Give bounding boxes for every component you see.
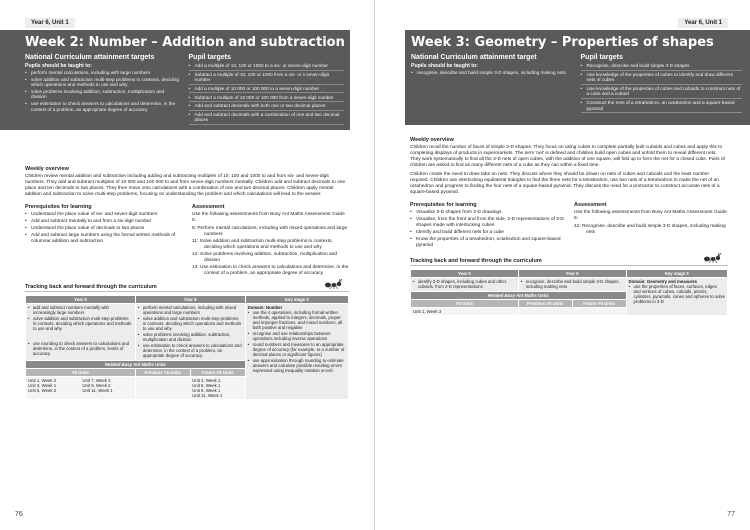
- nc-item: • recognise, describe and build simple 3-D shapes, including making nets: [411, 70, 573, 76]
- assessment: [574, 202, 728, 250]
- y5-units-cell: [411, 308, 519, 316]
- tracking-table: [410, 269, 728, 316]
- overview-title: Weekly overview: [25, 166, 69, 172]
- prereq-item: • Add and subtract large numbers using the formal written methods of columnar addition and subtraction: [25, 233, 182, 245]
- nc-item: • solve addition and subtraction multi-step problems in contexts, deciding which operations and methods to use and why: [25, 77, 181, 88]
- assess-item: 42: Recognise, describe and build simple 3-D shapes, including making nets: [574, 224, 726, 235]
- assess-item: 13: Use estimation to check answers to calculations and determine, in the context of a problem, an appropriate degree of accuracy: [192, 265, 349, 276]
- nc-targets: [25, 54, 181, 126]
- pupil-item: • Add a multiple of 10, 100 or 1000 to a six- or seven-digit number: [189, 63, 345, 71]
- nc-targets: [411, 54, 573, 114]
- overview-text: Children create the need to draw tabs on nets. They discuss where they should be drawn on nets of cubes and cuboids and the least number required. Children use interlocking equilateral triangles to find the three nets for a tetrahedron, use two nets of a tetrahedron to make the net of an octahedron and progress to finding the four nets of a square-based pyramid. They discuss the need for a protractor to construct accurate nets of a square-based pyramid.: [410, 172, 720, 195]
- unit-tab: Year 6, Unit 1: [25, 18, 75, 28]
- prereq-item: • Add and subtract mentally to and from a six-digit number: [25, 219, 182, 225]
- unit-ref: Unit 9, Week 1: [192, 388, 221, 393]
- units-header: Y5 Units: [26, 369, 136, 377]
- unit-ref: Unit 5, Week 1: [192, 383, 221, 388]
- ks3-domain: Domain: Number: [247, 305, 283, 310]
- track-item: • use rounding to check answers to calculations and determine, in the context of a problem, levels of accuracy: [28, 341, 133, 356]
- prereq-item: • Visualise 3-D shapes from 2-D drawings: [410, 210, 564, 216]
- unit-ref: Unit 11, Week 1: [82, 388, 113, 393]
- track-item: • add and subtract numbers mentally with increasingly large numbers: [28, 305, 133, 315]
- assess-title: Assessment: [574, 202, 607, 208]
- nc-item: • perform mental calculations, including with large numbers: [25, 70, 181, 76]
- track-header: Year 6: [518, 270, 626, 278]
- track-item: • use estimation to check answers to calculations and determine, in the context of a problem, an appropriate degree of accuracy: [138, 343, 243, 358]
- track-header: Key stage 3: [626, 270, 727, 278]
- unit-ref: Unit 1, Week 3: [413, 309, 442, 314]
- units-header: Future Y6 Units: [190, 369, 244, 376]
- assess-intro: Use the following assessments from Busy Ant Maths Assessment Guide 6:: [574, 210, 727, 221]
- page-number: 76: [15, 511, 23, 518]
- pupil-heading: Pupil targets: [580, 54, 623, 61]
- units-header-pair: [135, 369, 245, 377]
- nc-heading: National Curriculum attainment targets: [25, 54, 155, 61]
- overview-text: Children review mental addition and subtraction including adding and subtracting multiples of 10, 100 and 1000 to and from six- and seven-digit numbers. They add and subtract multiples of 10 000 and 100 000 to and from seven-digit numbers mentally. Children add and subtract decimals to one place and ten decimals to two places. They then move onto calculations with a combination of one and two decimal places. Children apply mental addition and subtraction to solve multi-step problems, focusing on understanding the problem and which calculations will lead to the answer.: [25, 174, 346, 197]
- unit-ref: Unit 11, Week 1: [192, 393, 223, 398]
- prereq-item: • Understand the place value of decimals to two places: [25, 226, 182, 232]
- nc-sub: Pupils should be taught to:: [411, 63, 478, 69]
- page-title: Week 2: Number – Addition and subtraction: [25, 35, 345, 50]
- pupil-heading: Pupil targets: [188, 54, 231, 61]
- track-item: • recognise, describe and build simple 3-D shapes, including making nets: [521, 279, 624, 289]
- track-header: Key stage 3: [245, 296, 348, 304]
- assessment: [192, 204, 349, 278]
- assess-intro: Use the following assessments from Busy Ant Maths Assessment Guide 6:: [192, 212, 345, 223]
- unit-ref: Unit 7, Week 2: [82, 378, 111, 383]
- track-item: • round numbers and measures to an appropriate degree of accuracy (for example, to a number of decimal places or significant figures): [248, 342, 346, 357]
- units-header: Previous Y6 Units: [519, 300, 572, 307]
- overview-text: Children recall the number of faces of simple 3-D shapes. They focus on using cubes to complete partially built cuboids and cubes and apply this to completing displays of products in supermarkets. The term 'net' is defined and children build open cubes and unfold them to reveal different nets. They work systematically to find all the 3-D nets of open cubes, with the addition of one square, will fold up to form the net for a closed cube. Pairs of children are asked to find as many different nets of a cube as they can within a fixed time.: [410, 145, 725, 168]
- ks3-cell: [245, 304, 348, 400]
- unit-tab: Year 6, Unit 1: [678, 18, 728, 28]
- pupil-item: • Recognise, describe and build simple 3-D shapes: [581, 63, 743, 71]
- nc-item: • use estimation to check answers to calculations and determine, in the context of a problem, an appropriate degree of accuracy: [25, 101, 181, 112]
- year5-cell: [411, 278, 519, 292]
- prereq-item: • Know the properties of a tetrahedron, octahedron and square-based pyramid: [410, 237, 564, 249]
- unit-ref: Unit 5, Week 2: [28, 388, 57, 393]
- prereq-title: Prerequisites for learning: [25, 204, 92, 210]
- tracking-table: [25, 295, 349, 400]
- nc-heading: National Curriculum attainment target: [411, 54, 537, 61]
- ks3-cell: [626, 278, 727, 316]
- pupil-item: • Add a multiple of 10 000 or 100 000 to a seven-digit number: [189, 86, 345, 94]
- ant-icon: [323, 276, 345, 286]
- pupil-targets: [189, 54, 345, 126]
- track-title: Tracking back and forward through the curriculum: [410, 258, 728, 266]
- y5-units-col: [26, 377, 80, 394]
- y5-units-col: [80, 377, 134, 394]
- right-content: [410, 137, 728, 316]
- y6-units-cell: [518, 308, 626, 316]
- tracking-section: [25, 284, 349, 400]
- pupil-item: • Subtract a multiple of 10 000 or 100 000 from a seven-digit number: [189, 95, 345, 103]
- track-item: • identify 3-D shapes, including cubes and other cuboids, from 2-D representations: [413, 279, 516, 289]
- track-header: Year 6: [135, 296, 245, 304]
- page-title: Week 3: Geometry – Properties of shapes: [411, 35, 714, 50]
- track-item: • solve addition and subtraction multi-step problems in contexts, deciding which operations and methods to use and why: [28, 316, 133, 331]
- nc-item: • solve problems involving addition, subtraction, multiplication and division: [25, 89, 181, 100]
- units-header: Future Y6 Units: [572, 300, 625, 307]
- assess-item: 12: Solve problems involving addition, subtraction, multiplication and division: [192, 252, 338, 263]
- track-header: Year 5: [26, 296, 136, 304]
- track-item: • solve addition and subtraction multi-step problems in contexts, deciding which operations and methods to use and why: [138, 316, 243, 331]
- track-header: Year 5: [411, 270, 519, 278]
- year6-cell: [135, 304, 245, 361]
- prereq-title: Prerequisites for learning: [410, 202, 477, 208]
- prereq-item: • Visualise, from the front and from the side, 2-D representations of 3-D shapes made with interlocking cubes: [410, 217, 564, 229]
- year5-cell: [26, 304, 136, 361]
- prerequisites: [410, 202, 564, 250]
- page-number: 77: [727, 511, 735, 518]
- units-header: Previous Y6 Units: [136, 369, 190, 376]
- header-banner: [0, 30, 350, 130]
- track-item: • use the 4 operations, including formal written methods, applied to integers, decimals, proper and improper fractions, and mixed numbers, all both positive and negative: [248, 310, 346, 330]
- previous-units-col: [136, 377, 190, 399]
- track-title: Tracking back and forward through the curriculum: [25, 284, 349, 292]
- pupil-item: • Subtract a multiple of 10, 100 or 1000 from a six- or s seven-digit number: [189, 72, 345, 85]
- prereq-item: • Understand the place value of six- and seven-digit numbers: [25, 212, 182, 218]
- track-item: • solve problems involving addition, subtraction, multiplication and division: [138, 332, 243, 342]
- pupil-item: • Add and subtract decimals with both one or two decimal places: [189, 103, 345, 111]
- assess-item: 8: Perform mental calculations, including with mixed operations and large numbers: [192, 226, 348, 237]
- header-banner: [405, 30, 750, 125]
- y6-units-cell: [135, 377, 245, 400]
- assess-title: Assessment: [192, 204, 225, 210]
- track-item: • perform mental calculations, including with mixed operations and large numbers: [138, 305, 243, 315]
- tracking-section: [410, 258, 728, 316]
- unit-ref: Unit 9, Week 2: [82, 383, 111, 388]
- track-item: • use the properties of faces, surfaces, edges and vertices of cubes, cuboids, prisms, cylinders, pyramids, cones and spheres to solve problems in 3-D: [629, 284, 725, 304]
- track-item: • recognise and use relationships between operations including inverse operations: [248, 331, 346, 341]
- year6-cell: [518, 278, 626, 292]
- track-item: • use approximation through rounding to estimate answers and calculate possible resulting errors expressed using inequality notation a<x≤b: [248, 358, 346, 373]
- unit-ref: Unit 3, Week 1: [28, 383, 57, 388]
- pupil-item: • Add and subtract decimals with a combination of one and two decimal places: [189, 112, 345, 125]
- overview-title: Weekly overview: [410, 137, 454, 143]
- prerequisites: [25, 204, 182, 278]
- ant-icon: [702, 250, 724, 260]
- related-units-label: Related Busy Ant Maths Units: [411, 292, 627, 300]
- y5-units-cell: [26, 377, 136, 400]
- units-header-pair: [518, 300, 626, 308]
- units-header: Y5 Units: [411, 300, 519, 308]
- ks3-domain: Domain: Geometry and measures: [628, 279, 698, 284]
- related-units-label: Related Busy Ant Maths Units: [26, 361, 246, 369]
- future-units-col: [190, 377, 244, 399]
- pupil-targets: [581, 54, 743, 114]
- assess-item: 11: Solve addition and subtraction multi-step problems in contexts, deciding which operations and methods to use and why: [192, 239, 333, 250]
- unit-ref: Unit 1, Week 2: [28, 378, 57, 383]
- unit-ref: Unit 3, Week 1: [192, 378, 221, 383]
- pupil-item: • Construct the nets of a tetrahedron, an octahedron and a square-based pyramid: [581, 100, 743, 113]
- prereq-item: • Identify and build different nets for a cube: [410, 230, 564, 236]
- nc-sub: Pupils should be taught to:: [25, 63, 92, 69]
- pupil-item: • Use knowledge of the properties of cubes and cuboids to construct nets of a cube and a cuboid: [581, 86, 743, 99]
- left-content: [25, 166, 349, 400]
- pupil-item: • Use knowledge of the properties of cubes to identify and draw different nets of cubes: [581, 72, 743, 85]
